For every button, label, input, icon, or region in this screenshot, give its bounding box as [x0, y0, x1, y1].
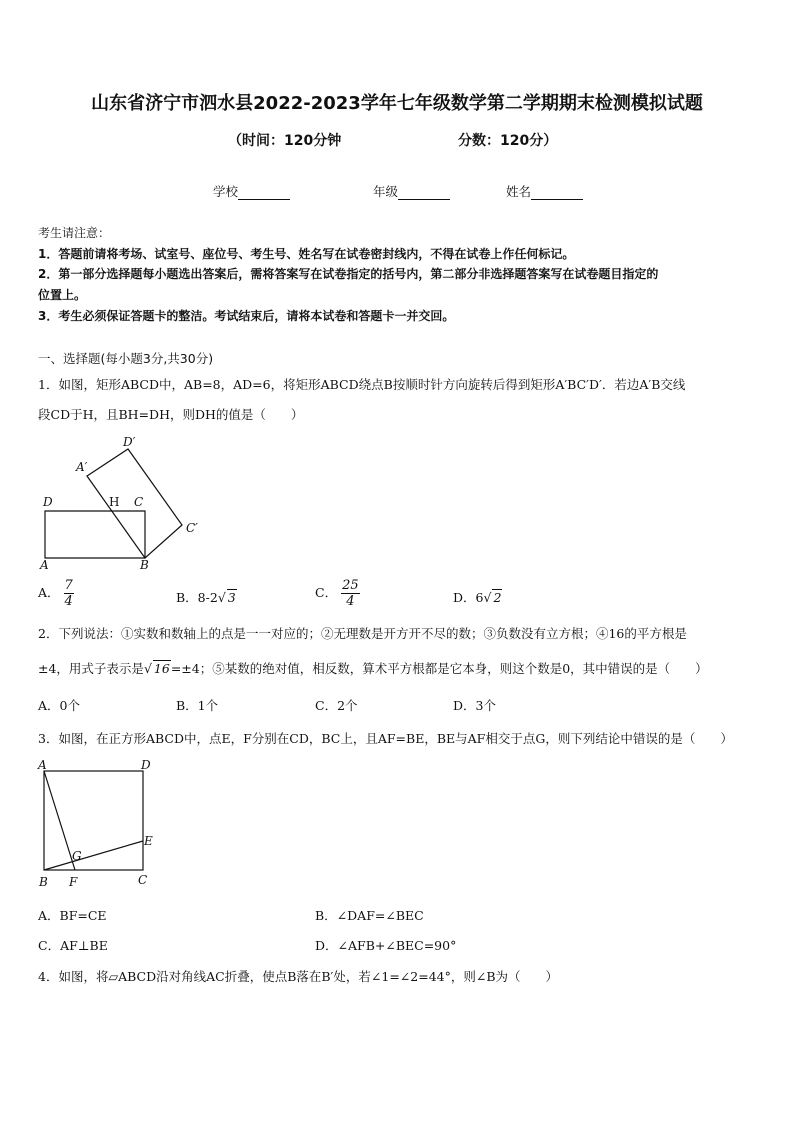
q1-label-c: C	[134, 495, 144, 509]
q3-segment-af	[44, 771, 75, 870]
q1-label-d-prime: D′	[123, 435, 136, 449]
q1-option-b-radicand: 3	[227, 590, 236, 605]
exam-score: 分数：120分）	[458, 133, 558, 149]
q1-label-c-prime: C′	[186, 521, 198, 535]
section-heading: 一、选择题(每小题3分,共30分)	[38, 351, 214, 366]
q1-label-a: A	[40, 558, 49, 572]
q1-figure	[36, 432, 206, 574]
q2-option-d[interactable]: D．3个	[453, 698, 496, 713]
q4-line-1: 4．如图，将▱ABCD沿对角线AC折叠，使点B落在B′处，若∠1=∠2=44°，则∠B为（ ）	[38, 969, 559, 984]
q3-option-d[interactable]: D．∠AFB+∠BEC=90°	[315, 938, 457, 953]
q2-line-2	[38, 659, 708, 677]
q1-option-d-radicand: 2	[493, 590, 502, 605]
q1-option-a-den: 4	[64, 594, 73, 609]
q3-label-f: F	[69, 875, 78, 889]
q1-rect-abcd	[45, 511, 145, 558]
q3-option-b[interactable]: B．∠DAF=∠BEC	[315, 908, 424, 923]
q1-option-a-num: 7	[64, 578, 73, 593]
grade-label: 年级	[373, 184, 399, 199]
q3-label-g: G	[72, 849, 82, 863]
q1-option-a-label: A．	[38, 585, 60, 600]
q1-option-a-fraction	[64, 578, 74, 609]
q2-option-a[interactable]: A．0个	[38, 698, 80, 713]
q2-line-2-post: =±4；⑤某数的绝对值，相反数，算术平方根都是它本身，则这个数是0，其中错误的是（ ）	[170, 661, 708, 676]
exam-time: （时间：120分钟	[228, 133, 342, 149]
q1-option-c-label: C．	[315, 585, 338, 600]
q1-label-d: D	[43, 495, 53, 509]
q1-option-b[interactable]	[176, 588, 237, 606]
q3-label-c: C	[138, 873, 148, 887]
q3-label-e: E	[144, 834, 153, 848]
q1-line-1: 1．如图，矩形ABCD中，AB=8，AD=6，将矩形ABCD绕点B按顺时针方向旋转后得到矩形A′BC′D′．若边A′B交线	[38, 377, 686, 392]
q2-option-b[interactable]: B．1个	[176, 698, 219, 713]
q3-segment-be	[44, 841, 143, 870]
q3-line-1: 3．如图，在正方形ABCD中，点E，F分别在CD，BC上，且AF=BE，BE与AF相交于点G，则下列结论中错误的是（ ）	[38, 731, 733, 746]
notice-item-3: 3．考生必须保证答题卡的整洁。考试结束后，请将本试卷和答题卡一并交回。	[38, 309, 455, 323]
q1-label-h: H	[109, 495, 120, 509]
q1-option-d[interactable]	[453, 588, 502, 606]
sqrt-icon: √	[217, 590, 226, 605]
sqrt-icon: √	[483, 590, 492, 605]
notice-item-1: 1．答题前请将考场、试室号、座位号、考生号、姓名写在试卷密封线内，不得在试卷上作任何标记。	[38, 247, 575, 261]
q3-label-b: B	[39, 875, 48, 889]
page-title: 山东省济宁市泗水县2022-2023学年七年级数学第二学期期末检测模拟试题	[91, 93, 703, 114]
q3-figure	[34, 756, 164, 890]
q2-radicand: 16	[153, 661, 170, 676]
notice-heading: 考生请注意：	[38, 226, 111, 240]
q1-label-b: B	[140, 558, 149, 572]
q1-option-c-fraction	[341, 578, 360, 609]
q1-option-c-num: 25	[342, 578, 359, 593]
notice-item-2a: 2．第一部分选择题每小题选出答案后，需将答案写在试卷指定的括号内，第二部分非选择题答案写在试卷题目指定的	[38, 267, 659, 281]
q3-option-a[interactable]: A．BF=CE	[38, 908, 107, 923]
notice-item-2b: 位置上。	[38, 288, 87, 302]
q1-option-b-label: B．8-2	[176, 590, 218, 605]
grade-field[interactable]	[373, 182, 450, 200]
name-field[interactable]	[506, 182, 583, 200]
q2-line-1: 2．下列说法：①实数和数轴上的点是一一对应的；②无理数是开方开不尽的数；③负数没有立方根；④16的平方根是	[38, 626, 687, 641]
q1-option-c-den: 4	[346, 594, 355, 609]
name-label: 姓名	[506, 184, 532, 199]
sqrt-icon: √	[143, 661, 152, 676]
q3-label-d: D	[141, 758, 151, 772]
q2-option-c[interactable]: C．2个	[315, 698, 358, 713]
q1-line-2: 段CD于H，且BH=DH，则DH的值是（ ）	[38, 407, 304, 422]
q3-option-c[interactable]: C．AF⊥BE	[38, 938, 108, 953]
q1-label-a-prime: A′	[76, 460, 88, 474]
q2-line-2-pre: ±4，用式子表示是	[38, 661, 144, 676]
school-blank[interactable]	[238, 186, 290, 200]
school-field[interactable]	[213, 182, 290, 200]
name-blank[interactable]	[531, 186, 583, 200]
grade-blank[interactable]	[398, 186, 450, 200]
school-label: 学校	[213, 184, 239, 199]
q3-label-a: A	[38, 758, 47, 772]
q1-option-d-label: D．6	[453, 590, 484, 605]
q1-option-a[interactable]	[38, 578, 74, 609]
q1-option-c[interactable]	[315, 578, 360, 609]
